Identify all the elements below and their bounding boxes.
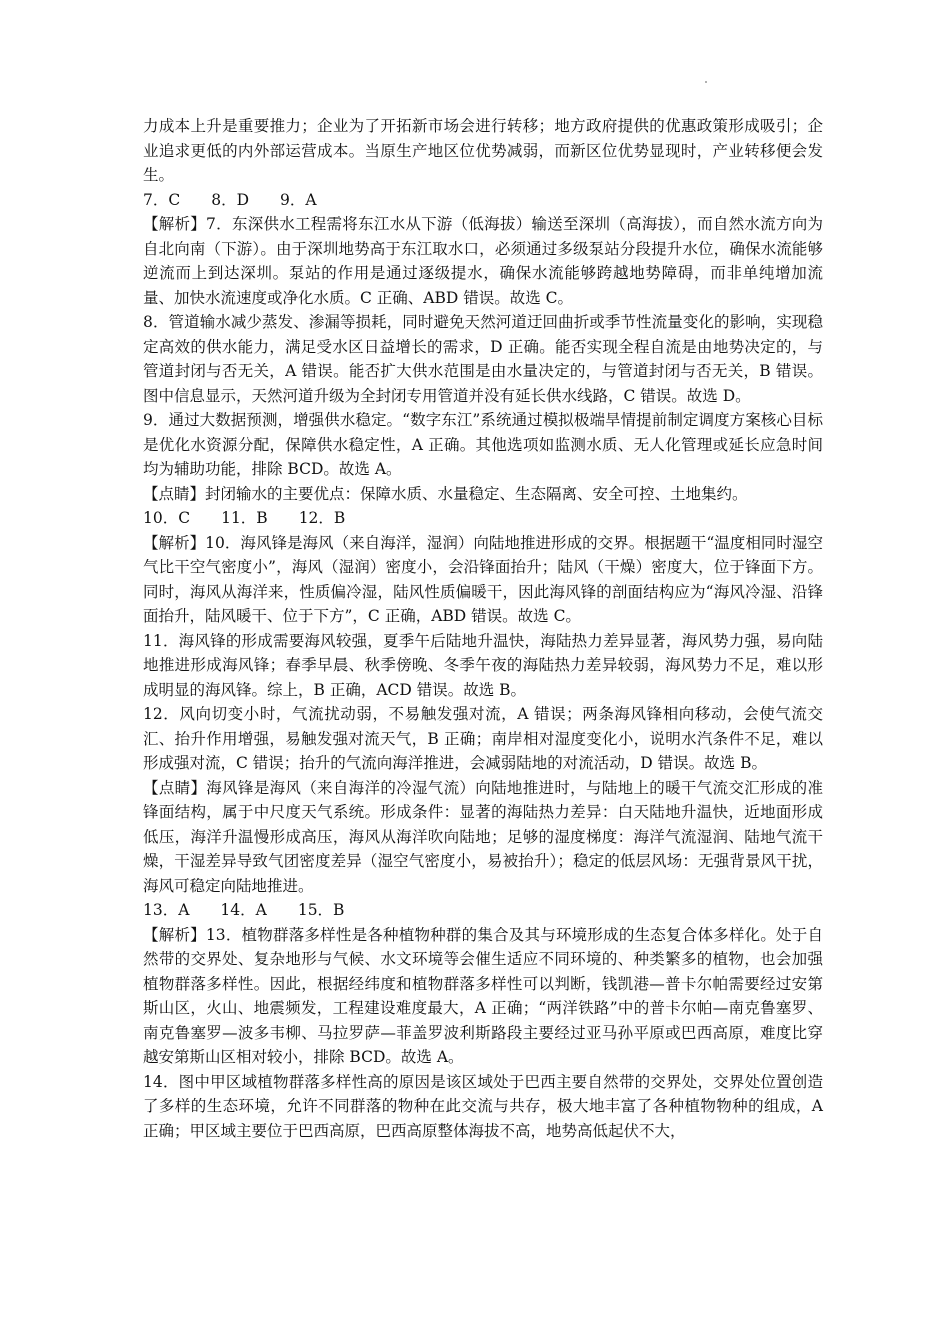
paragraph-continuation: 力成本上升是重要推力；企业为了开拓新市场会进行转移；地方政府提供的优惠政策形成吸引；企业追求更低的内外部运营成本。当原生产地区位优势减弱，而新区位优势显现时，产业转移便会发生。 <box>143 117 823 184</box>
analysis-10: 【解析】10．海风锋是海风（来自海洋，湿润）向陆地推进形成的交界。根据题干“温度相同时湿空气比干空气密度小”，海风（湿润）密度小，会沿锋面抬升；陆风（干燥）密度大，位于锋面下方。同时，海风从海洋来，性质偏冷湿，陆风性质偏暖干，因此海风锋的剖面结构应为“海风冷湿、沿锋面抬升，陆风暖干、位于下方”，C 正确，ABD 错误。故选 C。 <box>143 533 823 625</box>
answers-13-15: 13．A 14．A 15．B <box>143 901 345 919</box>
analysis-7: 【解析】7．东深供水工程需将东江水从下游（低海拔）输送至深圳（高海拔），而自然水流方向为自北向南（下游）。由于深圳地势高于东江取水口，必须通过多级泵站分段提升水位，确保水流能够逆流而上到达深圳。泵站的作用是通过逐级提水，确保水流能够跨越地势障碍，而非单纯增加流量、加快水流速度或净化水质。C 正确、ABD 错误。故选 C。 <box>143 215 823 307</box>
answer-explanation-text <box>143 114 823 1143</box>
analysis-13: 【解析】13．植物群落多样性是各种植物种群的集合及其与环境形成的生态复合体多样化。处于自然带的交界处、复杂地形与气候、水文环境等会催生适应不同环境的、种类繁多的植物，也会加强植物群落多样性。因此，根据经纬度和植物群落多样性可以判断，钱凯港—普卡尔帕需要经过安第斯山区，火山、地震频发，工程建设难度最大，A 正确；“两洋铁路”中的普卡尔帕—南克鲁塞罗、南克鲁塞罗—波多韦柳、马拉罗萨—菲盖罗波利斯路段主要经过亚马孙平原或巴西高原，难度比穿越安第斯山区相对较小，排除 BCD。故选 A。 <box>143 925 823 1066</box>
key-point-10-12: 【点睛】海风锋是海风（来自海洋的冷湿气流）向陆地推进时，与陆地上的暖干气流交汇形成的准锋面结构，属于中尺度天气系统。形成条件：显著的海陆热力差异：白天陆地升温快，近地面形成低压，海洋升温慢形成高压，海风从海洋吹向陆地；足够的湿度梯度：海洋气流湿润、陆地气流干燥，干湿差异导致气团密度差异（湿空气密度小，易被抬升）；稳定的低层风场：无强背景风干扰，海风可稳定向陆地推进。 <box>143 778 823 895</box>
analysis-8: 8．管道输水减少蒸发、渗漏等损耗，同时避免天然河道迂回曲折或季节性流量变化的影响，实现稳定高效的供水能力，满足受水区日益增长的需求，D 正确。能否实现全程自流是由地势决定的，与管道封闭与否无关，A 错误。能否扩大供水范围是由水量决定的，与管道封闭与否无关，B 错误。图中信息显示，天然河道升级为全封闭专用管道并没有延长供水线路，C 错误。故选 D。 <box>143 313 823 405</box>
scan-mark <box>705 81 707 83</box>
key-point-7-9: 【点睛】封闭输水的主要优点：保障水质、水量稳定、生态隔离、安全可控、土地集约。 <box>143 484 748 503</box>
analysis-12: 12．风向切变小时，气流扰动弱，不易触发强对流，A 错误；两条海风锋相向移动，会使气流交汇、抬升作用增强，易触发强对流天气，B 正确；南岸相对湿度变化小，说明水汽条件不足，难以形成强对流，C 错误；抬升的气流向海洋推进，会减弱陆地的对流活动，D 错误。故选 B。 <box>143 705 823 772</box>
answers-10-12: 10．C 11．B 12．B <box>143 509 346 527</box>
answers-7-9: 7．C 8．D 9．A <box>143 190 317 209</box>
analysis-11: 11．海风锋的形成需要海风较强，夏季午后陆地升温快，海陆热力差异显著，海风势力强，易向陆地推进形成海风锋；春季早晨、秋季傍晚、冬季午夜的海陆热力差异较弱，海风势力不足，难以形成明显的海风锋。综上，B 正确，ACD 错误。故选 B。 <box>143 631 823 699</box>
analysis-9: 9．通过大数据预测，增强供水稳定。“数字东江”系统通过模拟极端旱情提前制定调度方案核心目标是优化水资源分配，保障供水稳定性，A 正确。其他选项如监测水质、无人化管理或延长应急时间均为辅助功能，排除 BCD。故选 A。 <box>143 411 823 478</box>
analysis-14: 14．图中甲区域植物群落多样性高的原因是该区域处于巴西主要自然带的交界处，交界处位置创造了多样的生态环境，允许不同群落的物种在此交流与共存，极大地丰富了各种植物物种的组成，A 正确；甲区域主要位于巴西高原，巴西高原整体海拔不高，地势高低起伏不大， <box>143 1072 823 1140</box>
